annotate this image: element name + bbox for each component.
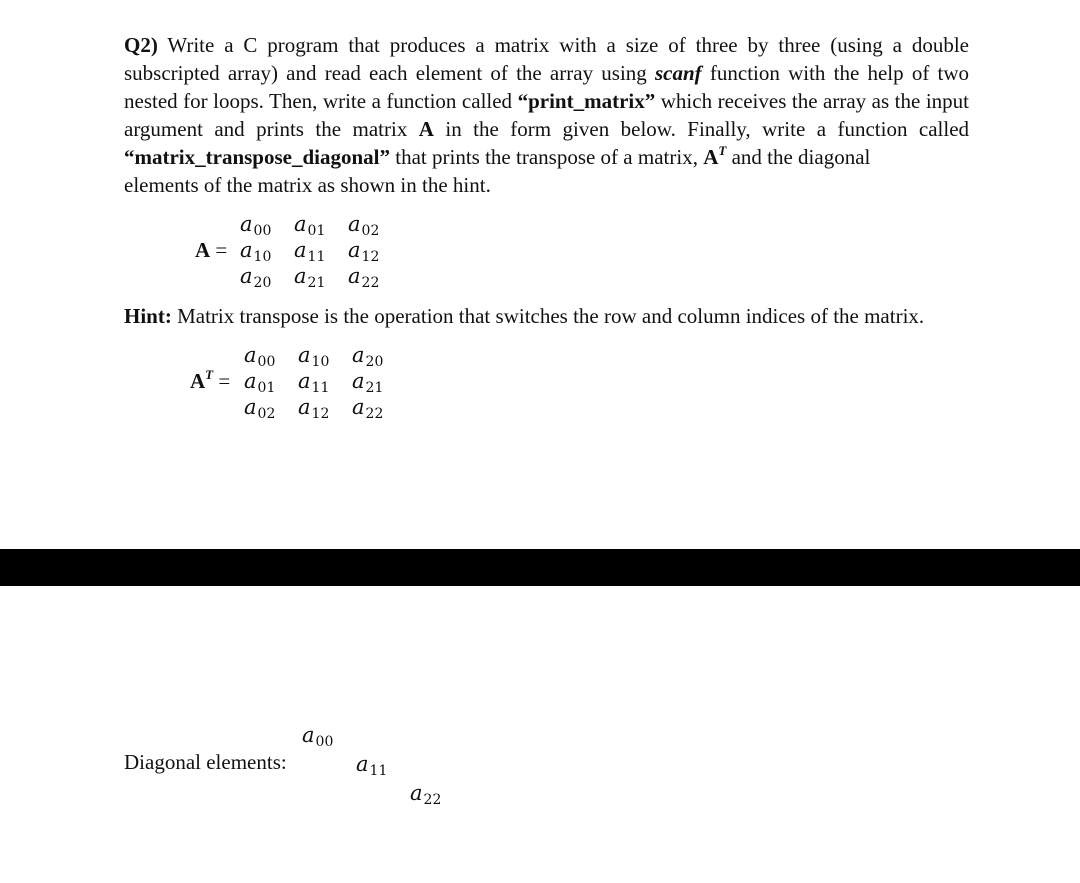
black-redaction-band — [0, 549, 1080, 586]
keyword-scanf: scanf — [655, 61, 702, 85]
matrix-at-element: a21 — [352, 369, 384, 396]
diagonal-element: a00 — [302, 723, 334, 750]
question-text-2: function with the help of two nested for loops. Then, write a function called — [124, 61, 970, 113]
transpose-symbol-inline — [703, 145, 726, 169]
matrix-a-equals: = — [215, 238, 228, 262]
question-text-6: and the diagonal — [731, 145, 871, 169]
matrix-a-element: a21 — [294, 264, 326, 291]
question-text-5: that prints the transpose of a matrix, — [395, 145, 698, 169]
diagonal-element: a22 — [410, 781, 442, 808]
question-text-4: in the form given below. Finally, write a function called — [445, 117, 970, 141]
matrix-at-element: a00 — [244, 343, 276, 370]
matrix-a-element: a02 — [348, 212, 380, 239]
matrix-a-element: a22 — [348, 264, 380, 291]
question-text-7: elements of the matrix as shown in the hint. — [124, 173, 491, 197]
matrix-at-element: a22 — [352, 395, 384, 422]
matrix-at-name: $A^T$ — [190, 367, 214, 393]
matrix-at-element: a02 — [244, 395, 276, 422]
matrix-a-element: a10 — [240, 238, 272, 265]
matrix-at-element: a12 — [298, 395, 330, 422]
matrix-a-element: a00 — [240, 212, 272, 239]
matrix-a-name: A — [195, 238, 211, 262]
matrix-a-label — [195, 238, 227, 263]
matrix-a-element: a01 — [294, 212, 326, 239]
diagonal-label: Diagonal elements: — [124, 750, 287, 774]
matrix-name-inline: A — [418, 117, 434, 141]
matrix-at-element: a11 — [298, 369, 330, 396]
transpose-symbol-base: A — [703, 145, 719, 169]
hint-label: Hint: — [124, 304, 172, 328]
matrix-at-element: a20 — [352, 343, 384, 370]
matrix-at-equals: = — [218, 369, 231, 393]
keyword-print-matrix: “print_matrix” — [517, 89, 656, 113]
matrix-at-element: a01 — [244, 369, 276, 396]
question-label: Q2) — [124, 33, 158, 57]
diagonal-element: a11 — [356, 752, 388, 779]
hint-text: Matrix transpose is the operation that switches the row and column indices of the matrix. — [177, 304, 925, 328]
question-paragraph — [124, 31, 969, 199]
question-text-3: which receives the array as the input argument and prints the matrix — [124, 89, 970, 141]
matrix-a-element: a12 — [348, 238, 380, 265]
transpose-symbol-sup: T — [718, 143, 727, 158]
matrix-at-element: a10 — [298, 343, 330, 370]
question-text-1: Write a C program that produces a matrix with a size of three by three (using a double subscripted array) and read each element of the array using — [124, 33, 969, 85]
hint-line — [124, 302, 924, 330]
keyword-matrix-transpose-diagonal: “matrix_transpose_diagonal” — [124, 145, 391, 169]
matrix-a-element: a11 — [294, 238, 326, 265]
matrix-a-element: a20 — [240, 264, 272, 291]
matrix-at-label — [190, 369, 230, 394]
